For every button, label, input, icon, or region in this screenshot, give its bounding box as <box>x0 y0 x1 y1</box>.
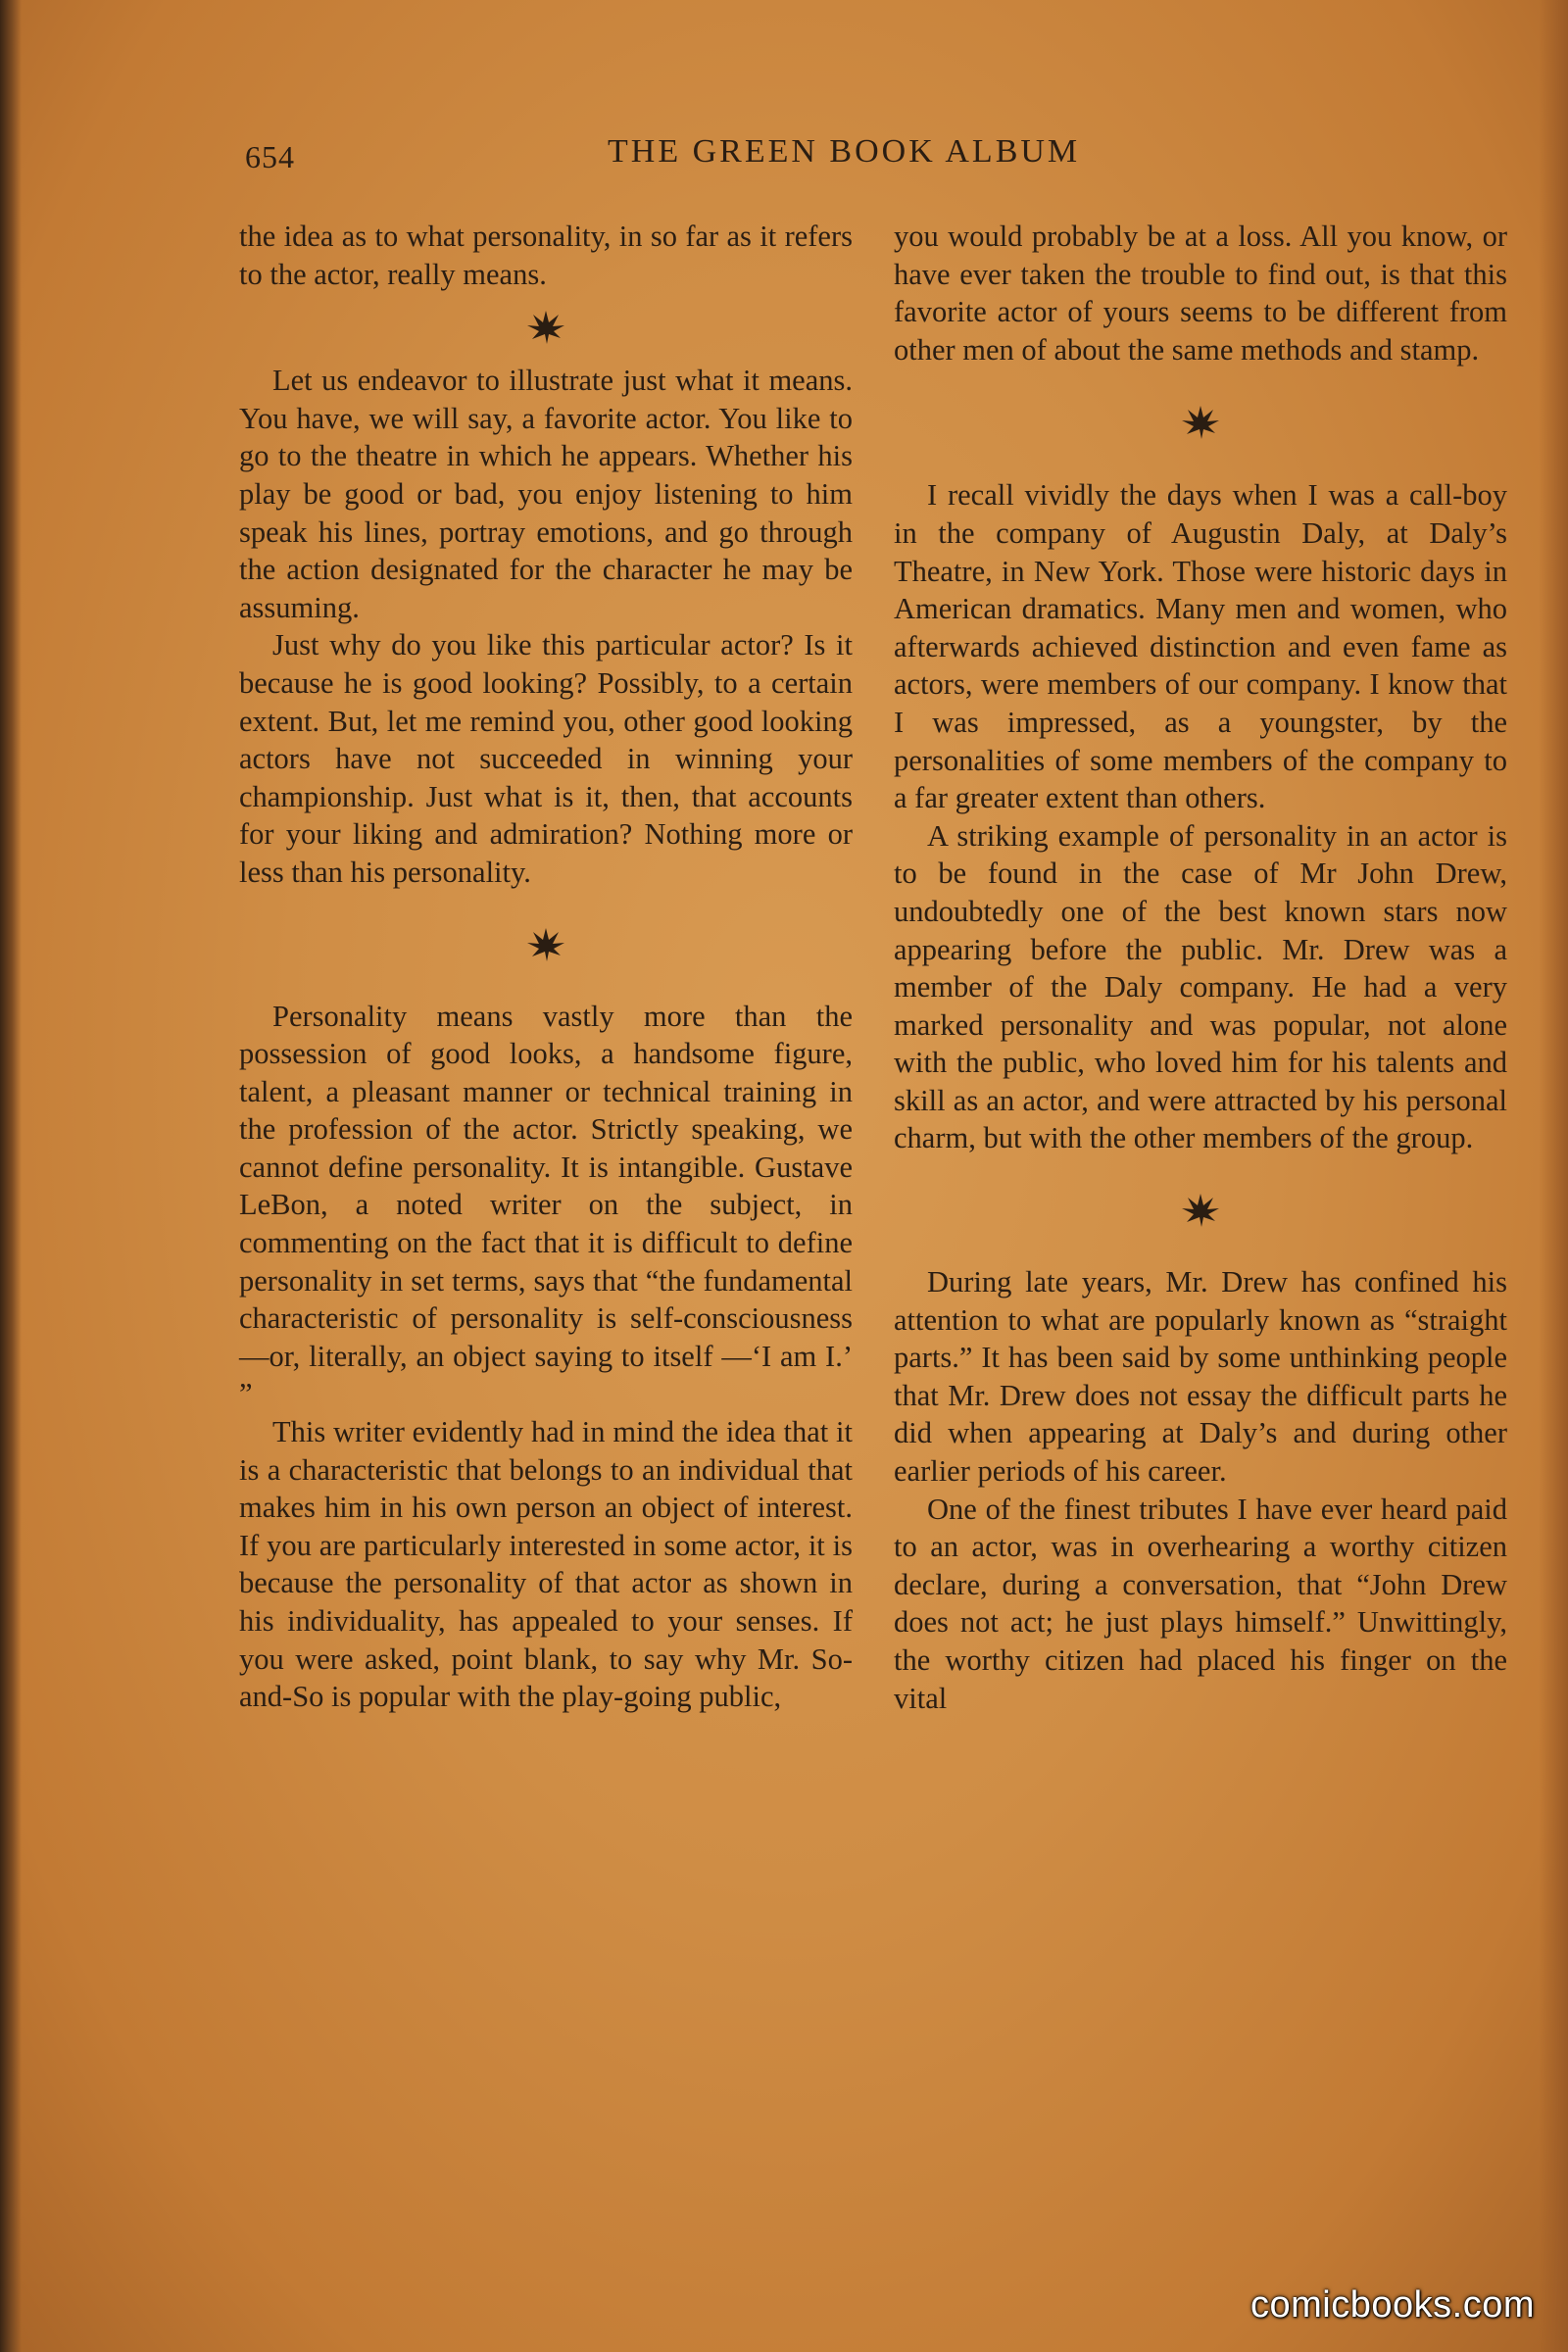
page-number: 654 <box>245 139 295 174</box>
left-column <box>239 218 853 1716</box>
paragraph: During late years, Mr. Drew has confined his attention to what are popularly known as “straight parts.” It has been said by some unthinking people that Mr. Drew does not essay the difficult parts he did when appearing at Daly’s and during other earlier periods of his career. <box>894 1265 1507 1489</box>
running-title: THE GREEN BOOK ALBUM <box>608 133 1081 170</box>
paragraph: the idea as to what personality, in so far as it refers to the actor, really means. <box>239 220 853 291</box>
leaf-ornament-icon <box>239 892 853 998</box>
site-watermark: comicbooks.com <box>1250 2284 1535 2326</box>
paragraph: Let us endeavor to illustrate just what it means. You have, we will say, a favorite actor. You like to go to the theatre in which he appears. Whether his play be good or bad, you enjoy listening to him speak his lines, portray emotions, and go through the action designated for the character he may be assuming. <box>239 364 853 624</box>
paragraph: I recall vividly the days when I was a call-boy in the company of Augustin Daly, at Daly’s Theatre, in New York. Those were historic days in American dramatics. Many men and women, who afterwards achieved distinction and even fame as actors, were members of our company. I know that I was impressed, as a youngster, by the personalities of some members of the company to a far greater extent than others. <box>894 478 1507 815</box>
page-edge-shadow <box>1539 0 1568 2352</box>
right-column <box>894 218 1507 1717</box>
paragraph: One of the finest tributes I have ever heard paid to an actor, was in overhearing a worthy citizen declare, during a conversation, that “John Drew does not act; he just plays himself.” Unwittingly, the worthy citizen had placed his finger on the vital <box>894 1492 1507 1715</box>
paragraph: A striking example of personality in an actor is to be found in the case of Mr John Drew, undoubtedly one of the best known stars now appearing before the public. Mr. Drew was a member of the Daly company. He had a very marked personality and was popular, not alone with the public, who loved him for his talents and skill as an actor, and were attracted by his personal charm, but with the other members of the group. <box>894 818 1507 1155</box>
leaf-ornament-icon <box>894 1157 1507 1263</box>
leaf-ornament-icon <box>894 368 1507 476</box>
paragraph: you would probably be at a loss. All you know, or have ever taken the trouble to find out, is that this favorite actor of yours seems to be different from other men of about the same methods and stamp. <box>894 220 1507 367</box>
paragraph: This writer evidently had in mind the idea that it is a characteristic that belongs to an individual that makes him in his own person an object of interest. If you are particularly interested in some actor, it is because the personality of that actor as shown in his individuality, has appealed to your senses. If you were asked, point blank, to say why Mr. So-and-So is popular with the play-going public, <box>239 1415 853 1714</box>
book-spine-shadow <box>0 0 22 2352</box>
page-header <box>245 133 1147 182</box>
paragraph: Just why do you like this particular actor? Is it because he is good looking? Possibly, to a certain extent. But, let me remind you, other good looking actors have not succeeded in winning your championship. Just what is it, then, that accounts for your liking and admiration? Nothing more or less than his personality. <box>239 628 853 889</box>
leaf-ornament-icon <box>239 293 853 362</box>
paragraph: Personality means vastly more than the possession of good looks, a handsome figure, talent, a pleasant manner or technical training in the profession of the actor. Strictly speaking, we cannot define personality. It is intangible. Gustave LeBon, a noted writer on the subject, in commenting on the fact that it is difficult to define personality in set terms, says that “the fundamental characteristic of personality is self-consciousness—or, literally, an object saying to itself —‘I am I.’ ” <box>239 999 853 1411</box>
